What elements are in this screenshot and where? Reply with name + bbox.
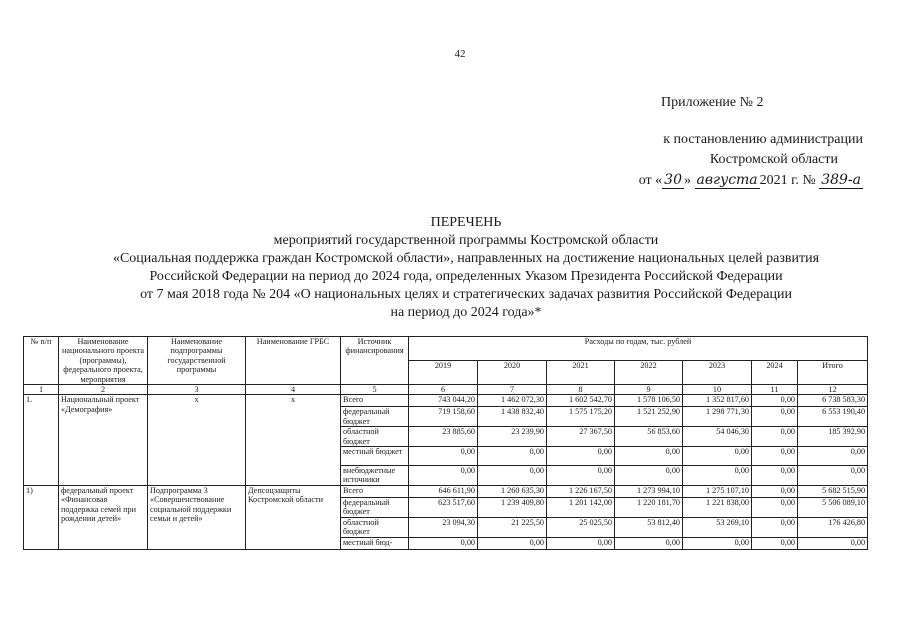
value-cell: 0,00 xyxy=(409,447,478,466)
title-line-1: мероприятий государственной программы Костромской области xyxy=(273,233,659,248)
header-expenses: Расходы по годам, тыс. рублей xyxy=(409,337,868,361)
value-cell: 5 682 515,90 xyxy=(798,485,868,497)
value-cell: 176 426,80 xyxy=(798,517,868,537)
funding-source: областной бюджет xyxy=(341,427,409,447)
value-cell: 0,00 xyxy=(478,466,547,486)
value-cell: 0,00 xyxy=(409,537,478,549)
header-year: 2023 xyxy=(683,361,752,385)
title-line-5: на период до 2024 года»* xyxy=(390,305,542,320)
value-cell: 743 044,20 xyxy=(409,395,478,407)
header-year: 2020 xyxy=(478,361,547,385)
decree-date-line xyxy=(639,170,863,191)
value-cell: 0,00 xyxy=(752,427,798,447)
value-cell: 25 025,50 xyxy=(547,517,615,537)
value-cell: 27 367,50 xyxy=(547,427,615,447)
value-cell: 0,00 xyxy=(547,466,615,486)
value-cell: 1 602 542,70 xyxy=(547,395,615,407)
decree-reference xyxy=(639,130,863,191)
funding-source: Всего xyxy=(341,395,409,407)
value-cell: 646 611,90 xyxy=(409,485,478,497)
header-grbs: Наименование ГРБС xyxy=(246,337,341,385)
value-cell: 0,00 xyxy=(683,447,752,466)
header-year: 2022 xyxy=(615,361,683,385)
decree-day-handwritten: 30 xyxy=(664,172,682,188)
value-cell: 0,00 xyxy=(752,466,798,486)
value-cell: 1 260 635,30 xyxy=(478,485,547,497)
value-cell: 0,00 xyxy=(752,537,798,549)
value-cell: 0,00 xyxy=(752,447,798,466)
value-cell: 623 517,60 xyxy=(409,497,478,517)
value-cell: 56 853,60 xyxy=(615,427,683,447)
value-cell: 23 239,90 xyxy=(478,427,547,447)
decree-line-2: Костромской области xyxy=(709,152,838,167)
document-title xyxy=(80,214,852,322)
value-cell: 1 220 181,70 xyxy=(615,497,683,517)
header-year: 2019 xyxy=(409,361,478,385)
table-row xyxy=(24,395,868,407)
value-cell: 0,00 xyxy=(547,537,615,549)
grbs-name: x xyxy=(246,395,341,485)
decree-prefix: от « xyxy=(638,173,663,188)
column-number: 5 xyxy=(341,385,409,395)
column-number: 7 xyxy=(478,385,547,395)
header-total: Итого xyxy=(798,361,868,385)
subprogram-name: x xyxy=(148,395,246,485)
grbs-name: Депсоцзащиты Костромской области xyxy=(246,485,341,549)
column-number: 1 xyxy=(24,385,59,395)
value-cell: 1 521 252,90 xyxy=(615,407,683,427)
decree-number-handwritten: 389-а xyxy=(821,172,861,188)
value-cell: 0,00 xyxy=(752,497,798,517)
appendix-label: Приложение № 2 xyxy=(661,95,764,110)
value-cell: 1 275 107,10 xyxy=(683,485,752,497)
value-cell: 1 221 838,00 xyxy=(683,497,752,517)
value-cell: 0,00 xyxy=(752,517,798,537)
value-cell: 1 201 142,00 xyxy=(547,497,615,517)
value-cell: 1 226 167,50 xyxy=(547,485,615,497)
measures-table xyxy=(23,336,868,550)
value-cell: 0,00 xyxy=(547,447,615,466)
funding-source: федеральный бюджет xyxy=(341,497,409,517)
value-cell: 0,00 xyxy=(752,485,798,497)
value-cell: 719 158,60 xyxy=(409,407,478,427)
value-cell: 0,00 xyxy=(615,537,683,549)
value-cell: 0,00 xyxy=(798,447,868,466)
title-line-4: от 7 мая 2018 года № 204 «О национальных целях и стратегических задачах развития Российской Федерации xyxy=(140,287,792,302)
value-cell: 0,00 xyxy=(478,447,547,466)
column-number: 6 xyxy=(409,385,478,395)
value-cell: 53 812,40 xyxy=(615,517,683,537)
header-subprogram: Наименование подпрограммы государственной программы xyxy=(148,337,246,385)
value-cell: 0,00 xyxy=(478,537,547,549)
value-cell: 1 239 409,80 xyxy=(478,497,547,517)
column-number: 4 xyxy=(246,385,341,395)
header-year: 2024 xyxy=(752,361,798,385)
value-cell: 5 506 089,10 xyxy=(798,497,868,517)
header-number: № п/п xyxy=(24,337,59,385)
title-heading: ПЕРЕЧЕНЬ xyxy=(430,215,502,230)
value-cell: 53 269,10 xyxy=(683,517,752,537)
value-cell: 1 352 817,60 xyxy=(683,395,752,407)
value-cell: 0,00 xyxy=(683,537,752,549)
value-cell: 185 392,90 xyxy=(798,427,868,447)
value-cell: 23 094,30 xyxy=(409,517,478,537)
header-source: Источник финансирования xyxy=(341,337,409,385)
column-number: 3 xyxy=(148,385,246,395)
value-cell: 0,00 xyxy=(409,466,478,486)
value-cell: 54 046,30 xyxy=(683,427,752,447)
value-cell: 6 738 583,30 xyxy=(798,395,868,407)
column-number: 2 xyxy=(59,385,148,395)
funding-source: областной бюджет xyxy=(341,517,409,537)
value-cell: 6 553 190,40 xyxy=(798,407,868,427)
value-cell: 0,00 xyxy=(683,466,752,486)
value-cell: 0,00 xyxy=(615,447,683,466)
table-header-row xyxy=(24,337,868,361)
row-number: 1. xyxy=(24,395,59,485)
column-number: 8 xyxy=(547,385,615,395)
subprogram-name: Подпрограмма 3 «Совершенствование социальной поддержки семьи и детей» xyxy=(148,485,246,549)
value-cell: 0,00 xyxy=(615,466,683,486)
value-cell: 0,00 xyxy=(798,466,868,486)
value-cell: 1 575 175,20 xyxy=(547,407,615,427)
column-number-row xyxy=(24,385,868,395)
funding-source: внебюджетные источники xyxy=(341,466,409,486)
header-year: 2021 xyxy=(547,361,615,385)
value-cell: 0,00 xyxy=(798,537,868,549)
value-cell: 1 462 072,30 xyxy=(478,395,547,407)
project-name: федеральный проект «Финансовая поддержка семей при рождении детей» xyxy=(59,485,148,549)
column-number: 10 xyxy=(683,385,752,395)
page-number: 42 xyxy=(454,48,466,60)
table-row xyxy=(24,485,868,497)
column-number: 12 xyxy=(798,385,868,395)
value-cell: 1 298 771,30 xyxy=(683,407,752,427)
title-line-2: «Социальная поддержка граждан Костромской области», направленных на достижение национальных целей развития xyxy=(112,251,820,266)
value-cell: 21 225,50 xyxy=(478,517,547,537)
column-number: 11 xyxy=(752,385,798,395)
decree-line-1: к постановлению администрации xyxy=(663,132,863,147)
project-name: Национальный проект «Демография» xyxy=(59,395,148,485)
value-cell: 0,00 xyxy=(752,407,798,427)
funding-source: Всего xyxy=(341,485,409,497)
value-cell: 0,00 xyxy=(752,395,798,407)
decree-mid: » xyxy=(684,173,691,188)
funding-source: федеральный бюджет xyxy=(341,407,409,427)
decree-year: 2021 г. № xyxy=(759,173,816,188)
value-cell: 1 438 832,40 xyxy=(478,407,547,427)
value-cell: 1 578 106,50 xyxy=(615,395,683,407)
value-cell: 23 885,60 xyxy=(409,427,478,447)
title-line-3: Российской Федерации на период до 2024 года, определенных Указом Президента Российской Федерации xyxy=(149,269,783,284)
row-number: 1) xyxy=(24,485,59,549)
column-number: 9 xyxy=(615,385,683,395)
funding-source: местный бюджет xyxy=(341,447,409,466)
decree-month-handwritten: августа xyxy=(696,172,758,188)
funding-source: местный бюд- xyxy=(341,537,409,549)
value-cell: 1 273 994,10 xyxy=(615,485,683,497)
header-project-name: Наименование национального проекта (программы), федерального проекта, мероприятия xyxy=(59,337,148,385)
